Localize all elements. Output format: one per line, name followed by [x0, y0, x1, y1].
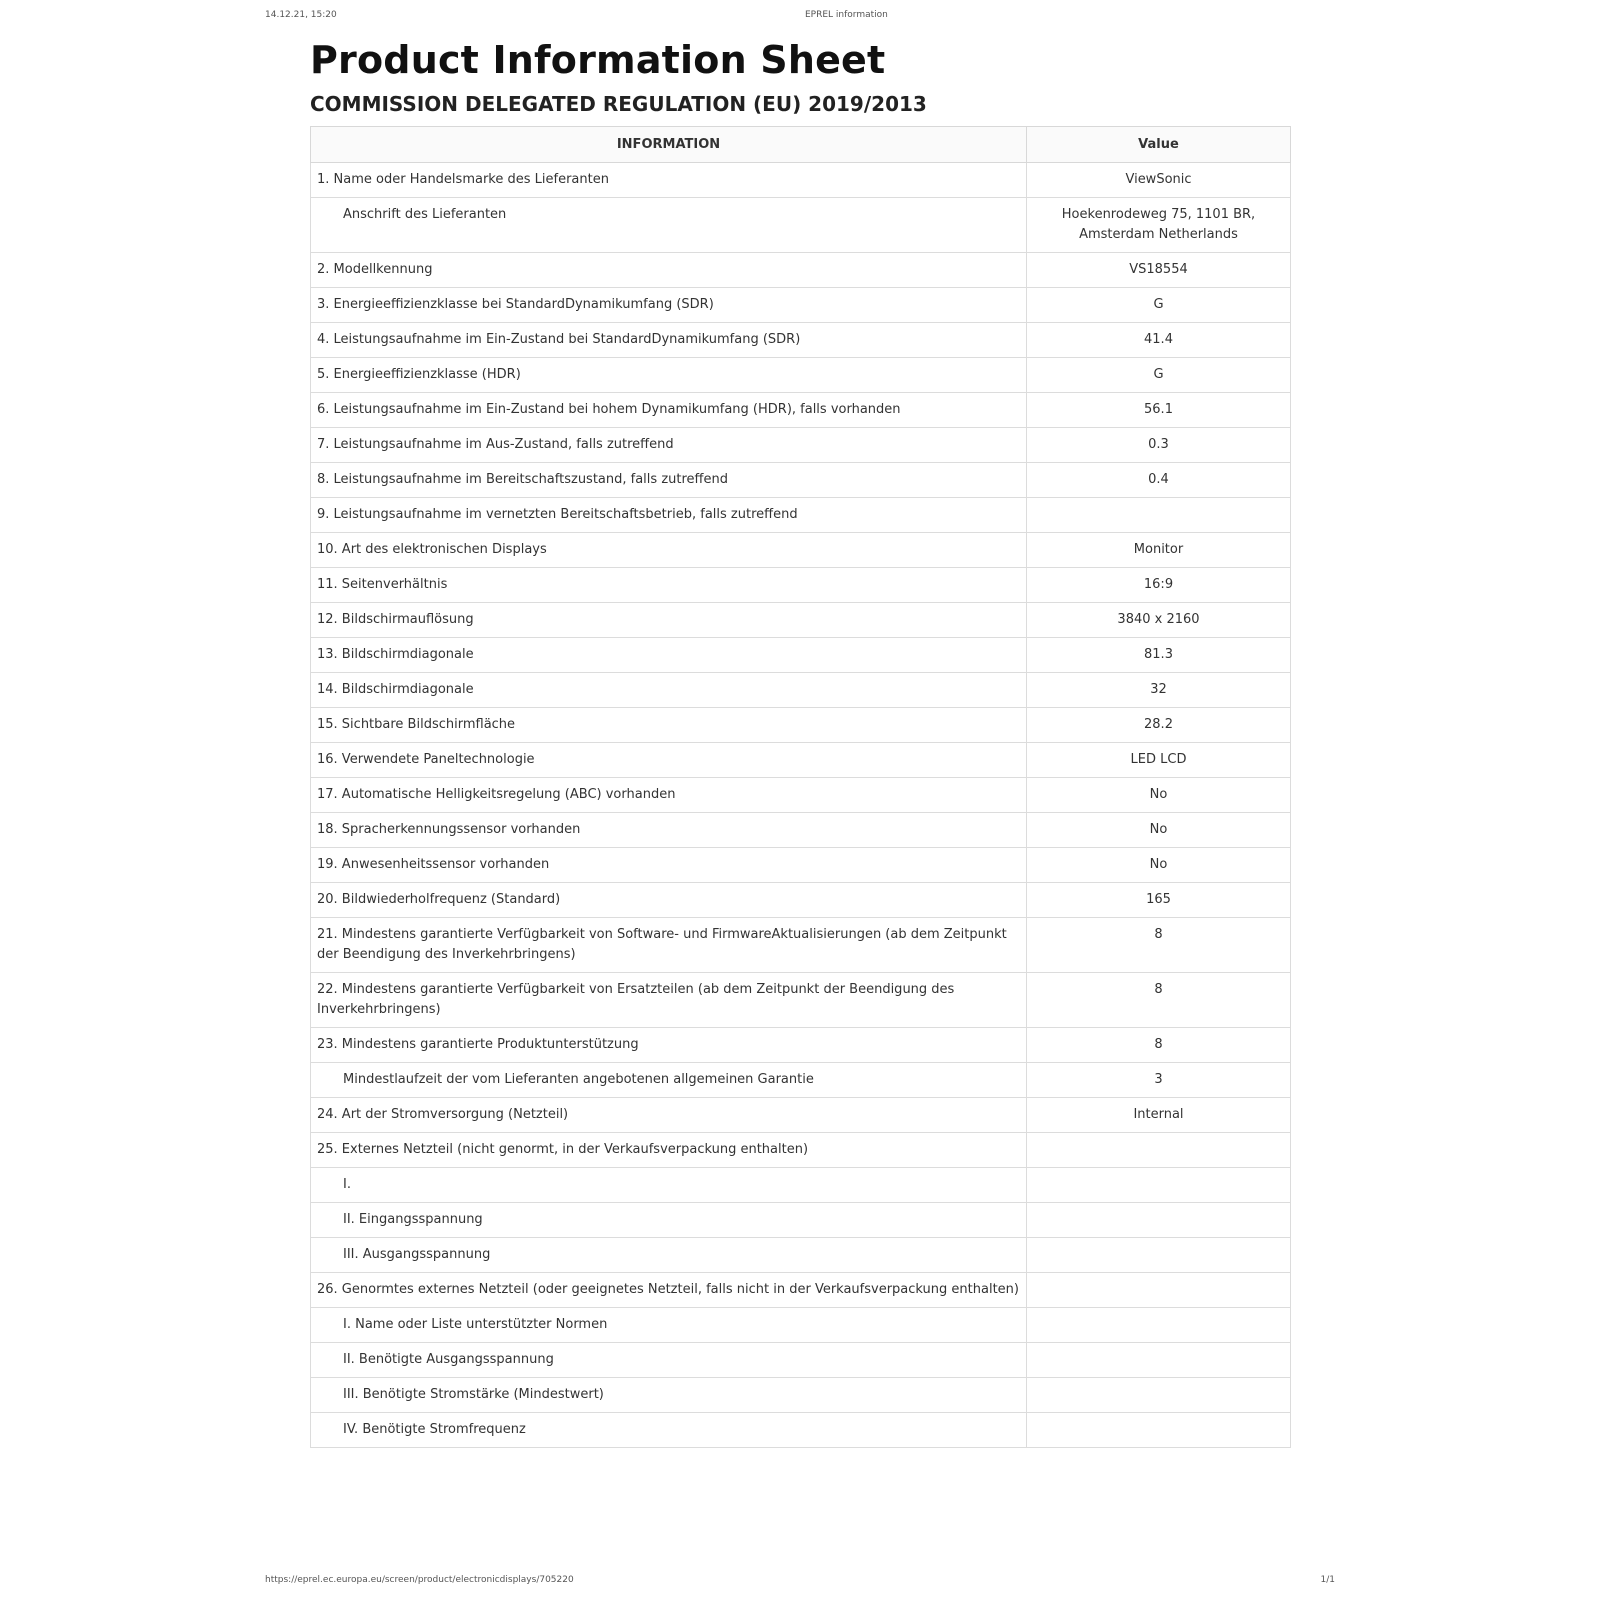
row-label: 21. Mindestens garantierte Verfügbarkeit von Software- und FirmwareAktualisierungen (ab dem Zeitpunkt der Beendigung des Inverkehrbringens) [311, 918, 1027, 973]
table-row [311, 253, 1291, 288]
row-label: 15. Sichtbare Bildschirmfläche [311, 708, 1027, 743]
table-row [311, 1028, 1291, 1063]
row-value: 165 [1027, 883, 1291, 918]
row-value [1027, 1273, 1291, 1308]
page-title: Product Information Sheet [310, 38, 886, 82]
table-row [311, 673, 1291, 708]
table-row [311, 1343, 1291, 1378]
table-row [311, 813, 1291, 848]
table-row [311, 708, 1291, 743]
row-value: No [1027, 813, 1291, 848]
row-value: No [1027, 848, 1291, 883]
row-label: 4. Leistungsaufnahme im Ein-Zustand bei StandardDynamikumfang (SDR) [311, 323, 1027, 358]
row-value: ViewSonic [1027, 163, 1291, 198]
row-label: 11. Seitenverhältnis [311, 568, 1027, 603]
row-label: 8. Leistungsaufnahme im Bereitschaftszustand, falls zutreffend [311, 463, 1027, 498]
table-row [311, 1308, 1291, 1343]
row-value [1027, 1133, 1291, 1168]
table-row [311, 428, 1291, 463]
row-value: G [1027, 288, 1291, 323]
row-value [1027, 1238, 1291, 1273]
row-value: 0.3 [1027, 428, 1291, 463]
row-value [1027, 1203, 1291, 1238]
table-row [311, 463, 1291, 498]
table-row [311, 393, 1291, 428]
table-row [311, 1133, 1291, 1168]
table-row [311, 498, 1291, 533]
print-footer [265, 1575, 1335, 1589]
row-value [1027, 1413, 1291, 1448]
row-label: 1. Name oder Handelsmarke des Lieferanten [311, 163, 1027, 198]
row-label: 24. Art der Stromversorgung (Netzteil) [311, 1098, 1027, 1133]
table-row [311, 1378, 1291, 1413]
row-label: II. Benötigte Ausgangsspannung [311, 1343, 1027, 1378]
table-row [311, 1203, 1291, 1238]
row-value: Hoekenrodeweg 75, 1101 BR, Amsterdam Netherlands [1027, 198, 1291, 253]
row-label: II. Eingangsspannung [311, 1203, 1027, 1238]
row-label: 9. Leistungsaufnahme im vernetzten Bereitschaftsbetrieb, falls zutreffend [311, 498, 1027, 533]
row-label: 23. Mindestens garantierte Produktunterstützung [311, 1028, 1027, 1063]
table-row [311, 163, 1291, 198]
table-body [311, 163, 1291, 1448]
row-label: 19. Anwesenheitssensor vorhanden [311, 848, 1027, 883]
row-value: 16:9 [1027, 568, 1291, 603]
row-value: 28.2 [1027, 708, 1291, 743]
table-row [311, 848, 1291, 883]
row-value: 3 [1027, 1063, 1291, 1098]
row-value: 8 [1027, 1028, 1291, 1063]
row-value: No [1027, 778, 1291, 813]
row-label: 13. Bildschirmdiagonale [311, 638, 1027, 673]
row-value: 56.1 [1027, 393, 1291, 428]
row-value: VS18554 [1027, 253, 1291, 288]
row-value: Monitor [1027, 533, 1291, 568]
row-label: 12. Bildschirmauflösung [311, 603, 1027, 638]
table-row [311, 1413, 1291, 1448]
row-value: 0.4 [1027, 463, 1291, 498]
row-label: 18. Spracherkennungssensor vorhanden [311, 813, 1027, 848]
table-row [311, 323, 1291, 358]
column-header-value: Value [1027, 127, 1291, 163]
column-header-information: INFORMATION [311, 127, 1027, 163]
table-row [311, 638, 1291, 673]
row-value: 41.4 [1027, 323, 1291, 358]
table-row [311, 533, 1291, 568]
row-label: 7. Leistungsaufnahme im Aus-Zustand, falls zutreffend [311, 428, 1027, 463]
row-label: 14. Bildschirmdiagonale [311, 673, 1027, 708]
print-date: 14.12.21, 15:20 [265, 10, 337, 20]
row-value [1027, 1308, 1291, 1343]
row-value: 32 [1027, 673, 1291, 708]
row-label: III. Ausgangsspannung [311, 1238, 1027, 1273]
table-row [311, 918, 1291, 973]
page-number: 1/1 [1320, 1575, 1335, 1585]
table-row [311, 1238, 1291, 1273]
row-label: Anschrift des Lieferanten [311, 198, 1027, 253]
row-label: I. Name oder Liste unterstützter Normen [311, 1308, 1027, 1343]
row-value: Internal [1027, 1098, 1291, 1133]
row-value [1027, 1343, 1291, 1378]
table-row [311, 358, 1291, 393]
row-label: 22. Mindestens garantierte Verfügbarkeit von Ersatzteilen (ab dem Zeitpunkt der Beendigung des Inverkehrbringens) [311, 973, 1027, 1028]
row-value [1027, 1378, 1291, 1413]
table-row [311, 883, 1291, 918]
regulation-subtitle: COMMISSION DELEGATED REGULATION (EU) 2019/2013 [310, 92, 927, 116]
row-label: 26. Genormtes externes Netzteil (oder geeignetes Netzteil, falls nicht in der Verkaufsverpackung enthalten) [311, 1273, 1027, 1308]
row-value: 8 [1027, 973, 1291, 1028]
row-label: 20. Bildwiederholfrequenz (Standard) [311, 883, 1027, 918]
table-row [311, 1063, 1291, 1098]
row-label: 17. Automatische Helligkeitsregelung (ABC) vorhanden [311, 778, 1027, 813]
row-label: 2. Modellkennung [311, 253, 1027, 288]
row-value: 8 [1027, 918, 1291, 973]
table-row [311, 973, 1291, 1028]
table-row [311, 1098, 1291, 1133]
print-doc-title: EPREL information [805, 10, 888, 20]
table-row [311, 1273, 1291, 1308]
row-value: LED LCD [1027, 743, 1291, 778]
table-row [311, 743, 1291, 778]
row-label: 5. Energieeffizienzklasse (HDR) [311, 358, 1027, 393]
row-label: 16. Verwendete Paneltechnologie [311, 743, 1027, 778]
row-value [1027, 1168, 1291, 1203]
table-row [311, 778, 1291, 813]
table-row [311, 198, 1291, 253]
row-label: Mindestlaufzeit der vom Lieferanten angebotenen allgemeinen Garantie [311, 1063, 1027, 1098]
row-value: 3840 x 2160 [1027, 603, 1291, 638]
row-value [1027, 498, 1291, 533]
table-row [311, 603, 1291, 638]
row-value: 81.3 [1027, 638, 1291, 673]
print-header [265, 10, 1335, 24]
product-information-sheet [310, 32, 1290, 1448]
information-table [310, 126, 1291, 1448]
row-value: G [1027, 358, 1291, 393]
row-label: 6. Leistungsaufnahme im Ein-Zustand bei hohem Dynamikumfang (HDR), falls vorhanden [311, 393, 1027, 428]
print-url: https://eprel.ec.europa.eu/screen/product/electronicdisplays/705220 [265, 1575, 574, 1585]
row-label: 3. Energieeffizienzklasse bei StandardDynamikumfang (SDR) [311, 288, 1027, 323]
row-label: I. [311, 1168, 1027, 1203]
row-label: III. Benötigte Stromstärke (Mindestwert) [311, 1378, 1027, 1413]
row-label: 10. Art des elektronischen Displays [311, 533, 1027, 568]
row-label: IV. Benötigte Stromfrequenz [311, 1413, 1027, 1448]
table-row [311, 568, 1291, 603]
table-row [311, 1168, 1291, 1203]
table-header-row [311, 127, 1291, 163]
table-row [311, 288, 1291, 323]
row-label: 25. Externes Netzteil (nicht genormt, in der Verkaufsverpackung enthalten) [311, 1133, 1027, 1168]
